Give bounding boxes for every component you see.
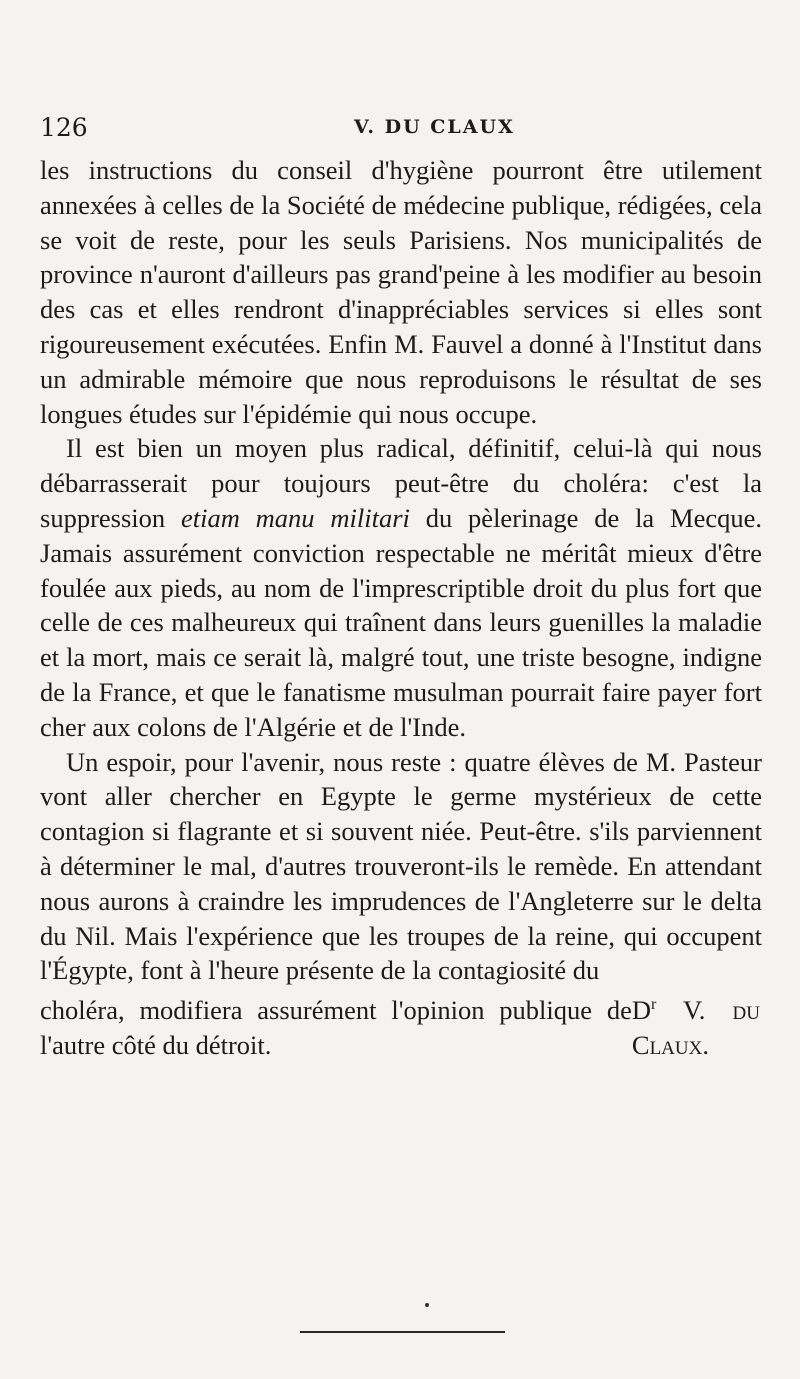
body-text: [40, 153, 762, 1063]
paragraph-3-text: Un espoir, pour l'avenir, nous reste : quatre élèves de M. Pasteur vont aller chercher en Egypte le germe mystérieux de cette contagion si flagrante et si souvent niée. Peut-être. s'ils parviennent à déterminer le mal, d'autres trouveront-ils le remède. En attendant nous aurons à craindre les imprudences de l'Angleterre sur le delta du Nil. Mais l'expérience que les troupes de la reine, qui occupent l'Égypte, font à l'heure présente de la contagiosité du: [40, 746, 762, 986]
paragraph-2-text-b: du pèlerinage de la Mecque. Jamais assurément conviction respectable ne méritât mieux d'être foulée aux pieds, au nom de l'imprescriptible droit du plus fort que celle de ces malheureux qui traînent dans leurs guenilles la maladie et la mort, mais ce serait là, malgré tout, une triste besogne, indigne de la France, et que le fanatisme musulman pourrait faire payer fort cher aux colons de l'Algérie et de l'Inde.: [40, 502, 762, 742]
page-number: 126: [40, 113, 88, 142]
signature-initial: V.: [683, 994, 706, 1025]
paragraph-3: [40, 745, 762, 989]
page-header: [40, 113, 760, 153]
end-rule: [300, 1331, 505, 1333]
running-head: V. DU CLAUX: [354, 116, 515, 138]
paragraph-2-text-a: Il est bien un moyen plus radical, définitif, celui-là qui nous débarrasserait pour toujours peut-être du choléra: c'est la suppression: [40, 433, 762, 533]
signature-title-sup: r: [651, 996, 657, 1014]
paragraph-1: les instructions du conseil d'hygiène pourront être utilement annexées à celles de la Société de médecine publique, rédigées, cela se voit de reste, pour les seuls Parisiens. Nos municipalités de province n'auront d'ailleurs pas grand'peine à les modifier au besoin des cas et elles rendront d'inappréciables services si elles sont rigoureusement exécutées. Enfin M. Fauvel a donné à l'Institut dans un admirable mémoire que nous reproduisons le résultat de ses longues études sur l'épidémie qui nous occupe.: [40, 155, 762, 429]
closing-line: [40, 988, 762, 1062]
signature-name: du Claux.: [631, 994, 760, 1060]
paragraph-3-last-line: choléra, modifiera assurément l'opinion publique de l'autre côté du détroit.: [40, 994, 632, 1060]
ornament-dot: [425, 1303, 429, 1307]
signature: [632, 988, 762, 1062]
paragraph-2: [40, 431, 762, 744]
signature-title: D: [631, 994, 652, 1025]
paragraph-2-italic-phrase: etiam manu militari: [180, 502, 410, 533]
